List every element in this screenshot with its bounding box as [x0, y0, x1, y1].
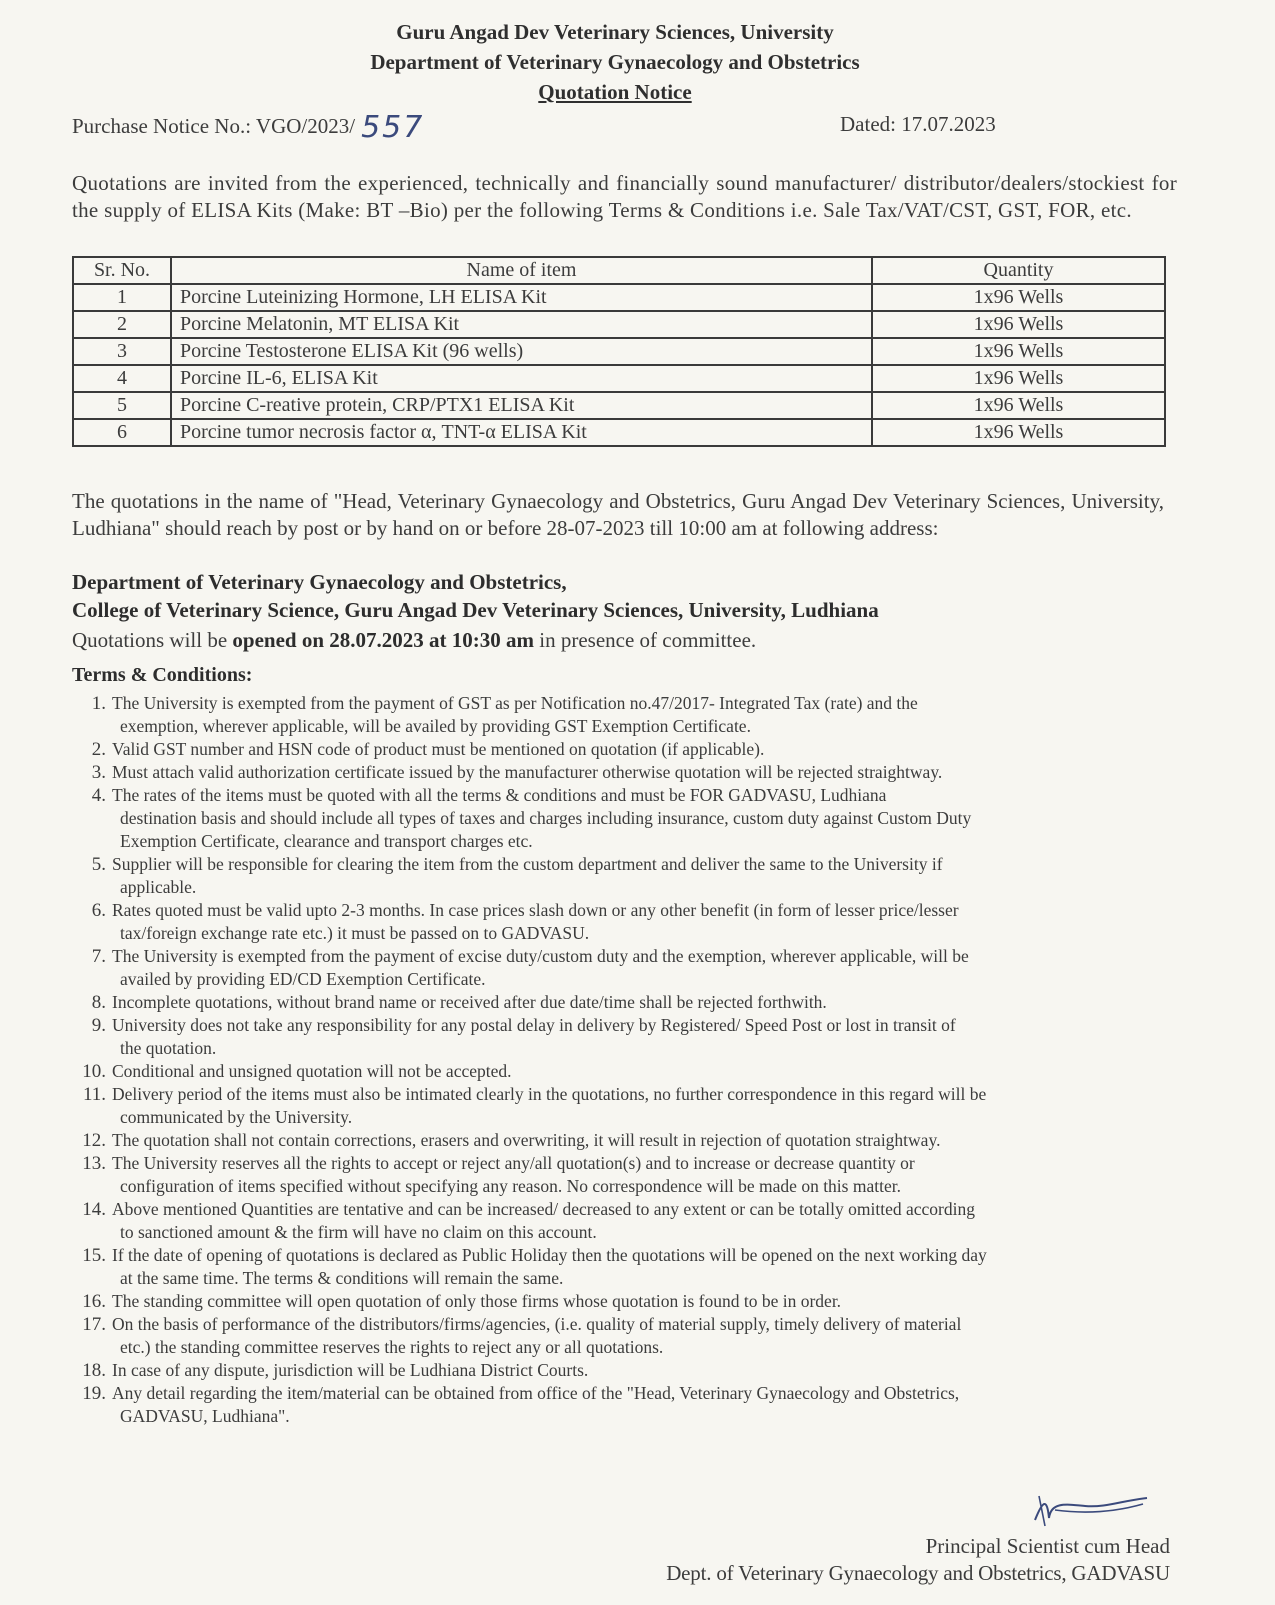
term-text-line: The quotation shall not contain corrections, erasers and overwriting, it will result in rejection of quotation straightway. [112, 1130, 941, 1150]
term-number: 7. [91, 946, 106, 967]
cell-quantity: 1x96 Wells [872, 392, 1165, 419]
address-line-2: College of Veterinary Science, Guru Angad Dev Veterinary Sciences, University, Ludhiana [72, 598, 879, 622]
cell-item: Porcine C-reative protein, CRP/PTX1 ELISA Kit [171, 392, 872, 419]
term-number: 13. [82, 1153, 106, 1174]
term-item [72, 1083, 1177, 1129]
term-text-line: Above mentioned Quantities are tentative and can be increased/ decreased to any extent or can be totally omitted according [112, 1199, 975, 1219]
cell-sr: 4 [73, 365, 171, 392]
term-text-line: at the same time. The terms & conditions will remain the same. [120, 1268, 564, 1288]
term-text [112, 784, 1177, 853]
opening-prefix: Quotations will be [72, 628, 233, 652]
term-text-line: The University is exempted from the payment of GST as per Notification no.47/2017- Integrated Tax (rate) and the [112, 693, 918, 713]
notice-date: Dated: 17.07.2023 [840, 112, 996, 136]
term-text-line: Conditional and unsigned quotation will not be accepted. [112, 1061, 512, 1081]
term-item [72, 991, 1177, 1014]
term-number: 11. [82, 1084, 106, 1105]
term-number: 16. [82, 1291, 106, 1312]
term-item [72, 738, 1177, 761]
cell-quantity: 1x96 Wells [872, 284, 1165, 311]
cell-quantity: 1x96 Wells [872, 311, 1165, 338]
term-text [112, 761, 1177, 784]
term-text [112, 1152, 1177, 1198]
table-row [73, 419, 1165, 446]
term-text-line: tax/foreign exchange rate etc.) it must be passed on to GADVASU. [120, 923, 590, 943]
term-text-line: applicable. [120, 877, 197, 897]
term-item [72, 1382, 1177, 1428]
term-text [112, 1313, 1177, 1359]
term-text-line: Exemption Certificate, clearance and transport charges etc. [120, 831, 533, 851]
term-text-line: Supplier will be responsible for clearing the item from the custom department and deliver the same to the University if [112, 854, 943, 874]
term-text-line: Incomplete quotations, without brand name or received after due date/time shall be rejected forthwith. [112, 992, 827, 1012]
signatory-title: Principal Scientist cum Head [925, 1534, 1170, 1558]
term-item [72, 1014, 1177, 1060]
purchase-notice-number [72, 110, 424, 145]
term-text [112, 1359, 1177, 1382]
cell-sr: 3 [73, 338, 171, 365]
notice-title: Quotation Notice [538, 80, 692, 104]
term-text-line: In case of any dispute, jurisdiction will be Ludhiana District Courts. [112, 1360, 589, 1380]
term-item [72, 1129, 1177, 1152]
term-item [72, 1359, 1177, 1382]
cell-quantity: 1x96 Wells [872, 365, 1165, 392]
signatory-department: Dept. of Veterinary Gynaecology and Obstetrics, GADVASU [666, 1561, 1170, 1585]
submission-paragraph: The quotations in the name of "Head, Veterinary Gynaecology and Obstetrics, Guru Angad Dev Veterinary Sciences, University, Ludhiana" should reach by post or by hand on or before 28-07-2023 till 10:00 am at following address: [72, 489, 1164, 540]
term-number: 18. [82, 1360, 106, 1381]
term-item [72, 899, 1177, 945]
term-text [112, 1244, 1177, 1290]
handwritten-signature [1025, 1490, 1155, 1530]
terms-heading: Terms & Conditions: [72, 664, 253, 686]
term-text [112, 945, 1177, 991]
cell-item: Porcine tumor necrosis factor α, TNT-α ELISA Kit [171, 419, 872, 446]
term-text [112, 1129, 1177, 1152]
cell-item: Porcine Testosterone ELISA Kit (96 wells) [171, 338, 872, 365]
handwritten-notice-number: 557 [361, 110, 425, 145]
term-text-line: to sanctioned amount & the firm will have no claim on this account. [120, 1222, 597, 1242]
term-item [72, 945, 1177, 991]
term-item [72, 1313, 1177, 1359]
cell-quantity: 1x96 Wells [872, 338, 1165, 365]
term-item [72, 784, 1177, 853]
term-text-line: Rates quoted must be valid upto 2-3 months. In case prices slash down or any other benefit (in form of lesser price/lesser [112, 900, 959, 920]
items-table [72, 256, 1166, 447]
term-item [72, 1198, 1177, 1244]
term-text-line: The University is exempted from the payment of excise duty/custom duty and the exemption, wherever applicable, will be [112, 946, 969, 966]
cell-sr: 2 [73, 311, 171, 338]
table-row [73, 392, 1165, 419]
term-text-line: etc.) the standing committee reserves the rights to reject any or all quotations. [120, 1337, 664, 1357]
term-text-line: University does not take any responsibility for any postal delay in delivery by Registered/ Speed Post or lost in transit of [112, 1015, 956, 1035]
term-text-line: exemption, wherever applicable, will be availed by providing GST Exemption Certificate. [120, 716, 751, 736]
term-text-line: availed by providing ED/CD Exemption Certificate. [120, 969, 486, 989]
term-number: 5. [91, 854, 106, 875]
term-text-line: GADVASU, Ludhiana". [120, 1406, 290, 1426]
term-text-line: configuration of items specified without specifying any reason. No correspondence will be made on this matter. [120, 1176, 901, 1196]
term-number: 9. [91, 1015, 106, 1036]
term-number: 3. [91, 762, 106, 783]
term-text [112, 853, 1177, 899]
table-header-row [73, 257, 1165, 284]
term-number: 12. [82, 1130, 106, 1151]
term-item [72, 1060, 1177, 1083]
term-number: 1. [91, 693, 106, 714]
term-text-line: Valid GST number and HSN code of product must be mentioned on quotation (if applicable). [112, 739, 765, 759]
term-item [72, 853, 1177, 899]
opening-suffix: in presence of committee. [534, 628, 757, 652]
term-number: 17. [82, 1314, 106, 1335]
address-line-1: Department of Veterinary Gynaecology and Obstetrics, [72, 570, 567, 594]
terms-list [72, 692, 1177, 1428]
term-number: 6. [91, 900, 106, 921]
term-text [112, 692, 1177, 738]
table-row [73, 284, 1165, 311]
term-number: 15. [82, 1245, 106, 1266]
term-text-line: The standing committee will open quotation of only those firms whose quotation is found to be in order. [112, 1291, 842, 1311]
col-header-quantity: Quantity [872, 257, 1165, 284]
intro-paragraph: Quotations are invited from the experienced, technically and financially sound manufacturer/ distributor/dealers/stockiest for the supply of ELISA Kits (Make: BT –Bio) per the following Terms & Conditions i.e. Sale Tax/VAT/CST, GST, FOR, etc. [72, 171, 1177, 222]
term-text [112, 899, 1177, 945]
opening-date-time: opened on 28.07.2023 at 10:30 am [232, 628, 534, 652]
term-text [112, 991, 1177, 1014]
purchase-notice-label: Purchase Notice No.: VGO/2023/ [72, 114, 356, 138]
table-row [73, 365, 1165, 392]
cell-sr: 1 [73, 284, 171, 311]
term-text [112, 1014, 1177, 1060]
term-item [72, 1152, 1177, 1198]
term-text-line: The University reserves all the rights to accept or reject any/all quotation(s) and to increase or decrease quantity or [112, 1153, 915, 1173]
cell-item: Porcine IL-6, ELISA Kit [171, 365, 872, 392]
department-name: Department of Veterinary Gynaecology and Obstetrics [370, 50, 860, 74]
term-text-line: Any detail regarding the item/material can be obtained from office of the "Head, Veterinary Gynaecology and Obstetrics, [112, 1383, 960, 1403]
cell-sr: 6 [73, 419, 171, 446]
table-row [73, 311, 1165, 338]
cell-item: Porcine Luteinizing Hormone, LH ELISA Kit [171, 284, 872, 311]
term-item [72, 1244, 1177, 1290]
term-text-line: the quotation. [120, 1038, 217, 1058]
table-row [73, 338, 1165, 365]
term-text-line: Delivery period of the items must also be intimated clearly in the quotations, no further correspondence in this regard will be [112, 1084, 987, 1104]
term-item [72, 761, 1177, 784]
term-number: 14. [82, 1199, 106, 1220]
term-text-line: destination basis and should include all types of taxes and charges including insurance, custom duty against Custom Duty [120, 808, 972, 828]
term-text [112, 1083, 1177, 1129]
opening-statement [72, 628, 756, 653]
cell-item: Porcine Melatonin, MT ELISA Kit [171, 311, 872, 338]
col-header-item: Name of item [171, 257, 872, 284]
term-text-line: communicated by the University. [120, 1107, 353, 1127]
term-item [72, 692, 1177, 738]
cell-sr: 5 [73, 392, 171, 419]
term-text [112, 1198, 1177, 1244]
term-number: 8. [91, 992, 106, 1013]
term-text [112, 1382, 1177, 1428]
term-text-line: The rates of the items must be quoted with all the terms & conditions and must be FOR GADVASU, Ludhiana [112, 785, 887, 805]
cell-quantity: 1x96 Wells [872, 419, 1165, 446]
term-text [112, 738, 1177, 761]
term-text [112, 1290, 1177, 1313]
university-name: Guru Angad Dev Veterinary Sciences, University [396, 20, 834, 44]
term-number: 19. [82, 1383, 106, 1404]
col-header-sr: Sr. No. [73, 257, 171, 284]
term-number: 10. [82, 1061, 106, 1082]
term-text-line: Must attach valid authorization certificate issued by the manufacturer otherwise quotation will be rejected straightway. [112, 762, 943, 782]
term-text-line: On the basis of performance of the distributors/firms/agencies, (i.e. quality of material supply, timely delivery of material [112, 1314, 962, 1334]
term-number: 4. [91, 785, 106, 806]
term-text-line: If the date of opening of quotations is declared as Public Holiday then the quotations will be opened on the next working day [112, 1245, 987, 1265]
term-item [72, 1290, 1177, 1313]
term-number: 2. [91, 739, 106, 760]
term-text [112, 1060, 1177, 1083]
